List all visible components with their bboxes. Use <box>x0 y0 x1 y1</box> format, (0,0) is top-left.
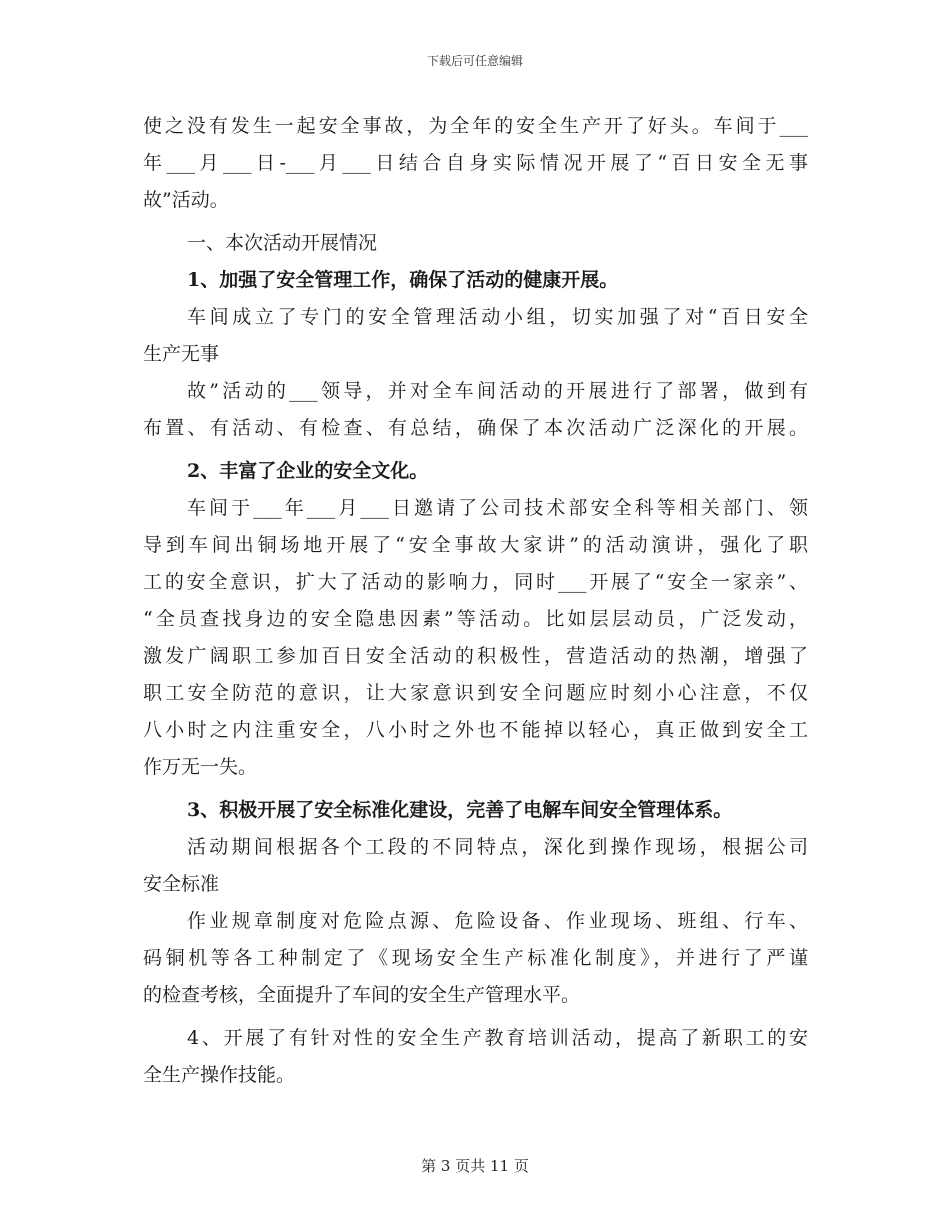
document-body <box>143 108 808 1094</box>
paragraph-line: 安全标准 <box>143 873 220 895</box>
paragraph-line: 活动期间根据各个工段的不同特点，深化到操作现场，根据公司 <box>187 836 808 858</box>
paragraph-line: 4、开展了有针对性的安全生产教育培训活动，提高了新职工的安 <box>187 1027 808 1049</box>
page-number: 第 3 页共 11 页 <box>421 1157 529 1175</box>
paragraph-line: 作业规章制度对危险点源、危险设备、作业现场、班组、行车、 <box>187 910 808 932</box>
page-header: 下载后可任意编辑 <box>426 54 523 68</box>
paragraph-line: 的检查考核，全面提升了车间的安全生产管理水平。 <box>143 984 581 1006</box>
paragraph-line: 故”活动。 <box>143 189 229 211</box>
paragraph-line: 导到车间出铜场地开展了“安全事故大家讲”的活动演讲，强化了职 <box>143 534 808 556</box>
paragraph-line: 车间成立了专门的安全管理活动小组，切实加强了对“百日安全 <box>187 306 808 328</box>
paragraph-line: 激发广阔职工参加百日安全活动的积极性，营造活动的热潮，增强了 <box>143 645 808 667</box>
subsection-heading: 2、丰富了企业的安全文化。 <box>187 460 429 482</box>
paragraph-line: 年___月___日-___月___日结合自身实际情况开展了“百日安全无事 <box>143 152 808 174</box>
paragraph-line: 使之没有发生一起安全事故，为全年的安全生产开了好头。车间于___ <box>143 115 808 137</box>
paragraph-line: “全员查找身边的安全隐患因素”等活动。比如层层动员，广泛发动， <box>143 608 808 630</box>
paragraph-line: 布置、有活动、有检查、有总结，确保了本次活动广泛深化的开展。 <box>143 417 808 439</box>
paragraph-line: 职工安全防范的意识，让大家意识到安全问题应时刻小心注意，不仅 <box>143 682 808 704</box>
paragraph-line: 故”活动的___领导，并对全车间活动的开展进行了部署，做到有 <box>187 380 808 402</box>
paragraph-line: 作万无一失。 <box>143 756 258 778</box>
paragraph-line: 全生产操作技能。 <box>143 1064 296 1086</box>
paragraph-line: 车间于___年___月___日邀请了公司技术部安全科等相关部门、领 <box>187 497 808 519</box>
subsection-heading: 1、加强了安全管理工作，确保了活动的健康开展。 <box>187 269 619 291</box>
paragraph-line: 码铜机等各工种制定了《现场安全生产标准化制度》，并进行了严谨 <box>143 947 808 969</box>
paragraph-line: 生产无事 <box>143 343 220 365</box>
paragraph-line: 工的安全意识，扩大了活动的影响力，同时___开展了“安全一家亲”、 <box>143 571 808 593</box>
subsection-heading: 3、积极开展了安全标准化建设，完善了电解车间安全管理体系。 <box>187 799 733 821</box>
paragraph-line: 八小时之内注重安全，八小时之外也不能掉以轻心，真正做到安全工 <box>143 719 808 741</box>
section-heading: 一、本次活动开展情况 <box>187 232 378 254</box>
